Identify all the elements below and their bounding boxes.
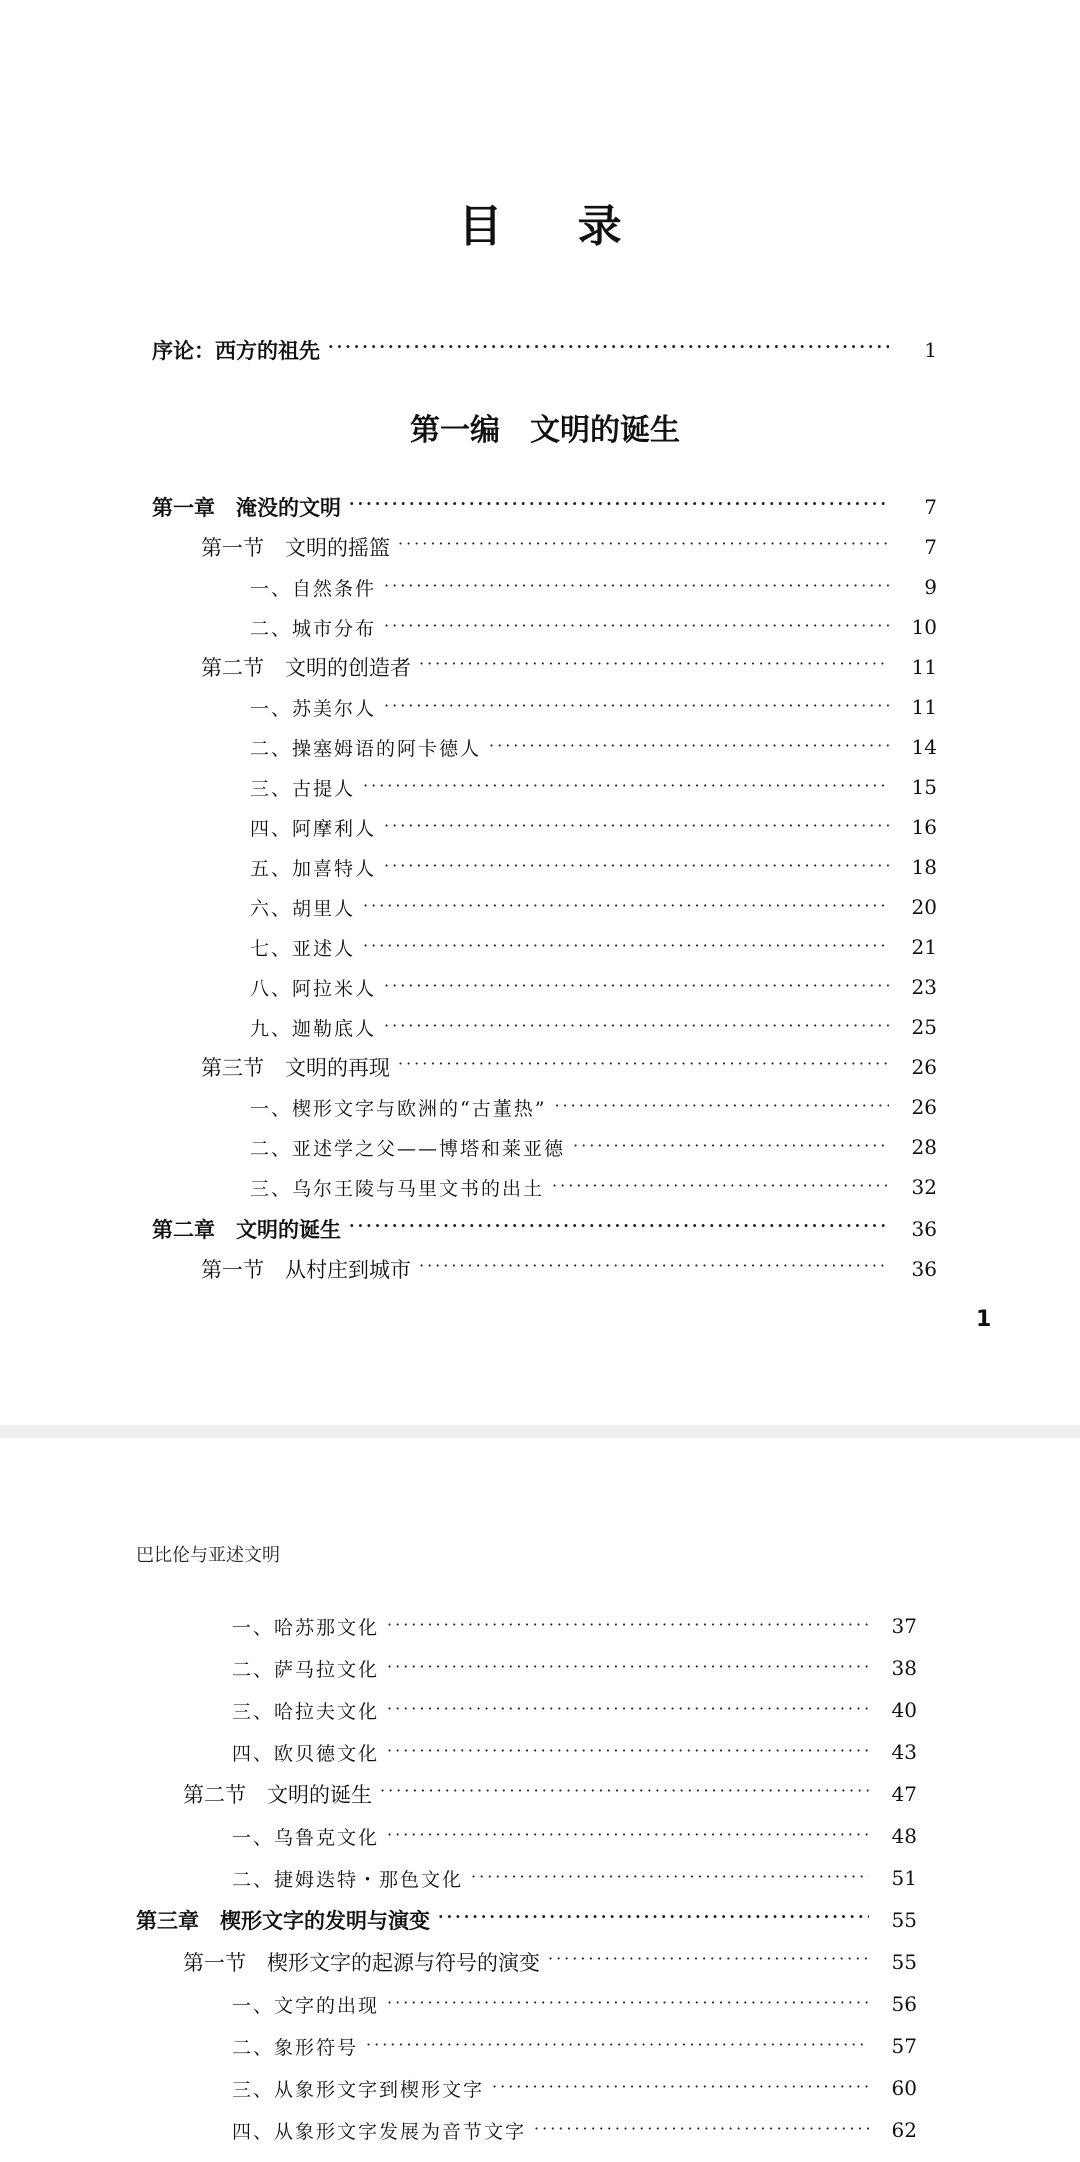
entry-label: 第一节 楔形文字的起源与符号的演变 bbox=[183, 1951, 540, 1975]
entry-label: 第三节 文明的再现 bbox=[201, 1056, 390, 1080]
entry-label: 三、哈拉夫文化 bbox=[232, 1700, 380, 1723]
toc-entry-item bbox=[250, 687, 937, 727]
entry-page-number: 9 bbox=[924, 575, 937, 599]
entry-label: 第二节 文明的创造者 bbox=[201, 656, 411, 680]
dot-leader bbox=[554, 1096, 889, 1119]
dot-leader bbox=[489, 736, 889, 759]
running-head: 巴比伦与亚述文明 bbox=[136, 1545, 280, 1566]
entry-label: 四、阿摩利人 bbox=[250, 817, 377, 840]
entry-page-number: 11 bbox=[911, 695, 937, 719]
entry-page-number: 43 bbox=[891, 1740, 917, 1764]
toc-entry-item bbox=[250, 927, 937, 967]
entry-label: 序论：西方的祖先 bbox=[152, 338, 320, 363]
entry-page-number: 55 bbox=[891, 1950, 917, 1974]
dot-leader bbox=[363, 776, 889, 799]
dot-leader bbox=[384, 696, 889, 719]
entry-page-number: 32 bbox=[911, 1175, 937, 1199]
toc-entry-item bbox=[250, 727, 937, 767]
dot-leader bbox=[387, 1993, 869, 2016]
dot-leader bbox=[573, 1136, 889, 1159]
toc-entry-sec bbox=[183, 1942, 917, 1982]
entry-label: 五、加喜特人 bbox=[250, 857, 377, 880]
toc-entry-item bbox=[250, 1167, 937, 1207]
entry-label: 第一章 淹没的文明 bbox=[152, 495, 341, 520]
entry-label: 二、操塞姆语的阿卡德人 bbox=[250, 737, 482, 760]
dot-leader bbox=[419, 1256, 889, 1281]
entry-page-number: 25 bbox=[911, 1015, 937, 1039]
dot-leader bbox=[471, 1867, 869, 1890]
entry-label: 四、欧贝德文化 bbox=[232, 1742, 380, 1765]
entry-page-number: 60 bbox=[891, 2076, 917, 2100]
toc-entry-item bbox=[250, 847, 937, 887]
toc-entry-sec bbox=[201, 647, 937, 687]
toc-entry-item bbox=[232, 1690, 917, 1730]
entry-label: 一、苏美尔人 bbox=[250, 697, 377, 720]
dot-leader bbox=[380, 1781, 869, 1806]
entry-label: 第三章 楔形文字的发明与演变 bbox=[136, 1908, 430, 1933]
toc-entry-sec bbox=[183, 1774, 917, 1814]
toc-entry-item bbox=[250, 567, 937, 607]
dot-leader bbox=[387, 1657, 869, 1680]
entry-page-number: 48 bbox=[891, 1824, 917, 1848]
toc-entry-sec bbox=[201, 1047, 937, 1087]
toc-entry-item bbox=[232, 1606, 917, 1646]
entry-page-number: 36 bbox=[911, 1217, 937, 1241]
entry-page-number: 7 bbox=[924, 495, 937, 519]
entry-page-number: 38 bbox=[891, 1656, 917, 1680]
entry-page-number: 20 bbox=[911, 895, 937, 919]
entry-page-number: 51 bbox=[891, 1866, 917, 1890]
toc-entry-front bbox=[152, 330, 937, 370]
dot-leader bbox=[387, 1615, 869, 1638]
entry-page-number: 18 bbox=[911, 855, 937, 879]
entry-label: 第一节 文明的摇篮 bbox=[201, 536, 390, 560]
entry-label: 一、乌鲁克文化 bbox=[232, 1826, 380, 1849]
dot-leader bbox=[419, 654, 889, 679]
entry-label: 二、象形符号 bbox=[232, 2036, 359, 2059]
toc-entry-item bbox=[232, 1858, 917, 1898]
entry-page-number: 10 bbox=[911, 615, 937, 639]
dot-leader bbox=[398, 1054, 889, 1079]
entry-label: 四、从象形文字发展为音节文字 bbox=[232, 2120, 527, 2143]
toc-entry-item bbox=[232, 1732, 917, 1772]
entry-label: 二、捷姆迭特・那色文化 bbox=[232, 1868, 464, 1891]
toc-entry-item bbox=[250, 767, 937, 807]
dot-leader bbox=[384, 816, 889, 839]
entry-page-number: 16 bbox=[911, 815, 937, 839]
entry-page-number: 57 bbox=[891, 2034, 917, 2058]
entry-page-number: 26 bbox=[911, 1055, 937, 1079]
toc-entry-sec bbox=[201, 1249, 937, 1289]
dot-leader bbox=[363, 936, 889, 959]
page-title: 目 录 bbox=[458, 201, 652, 252]
toc-entry-item bbox=[250, 607, 937, 647]
entry-page-number: 56 bbox=[891, 1992, 917, 2016]
toc-entry-item bbox=[232, 2026, 917, 2066]
entry-page-number: 21 bbox=[911, 935, 937, 959]
entry-label: 六、胡里人 bbox=[250, 897, 356, 920]
dot-leader bbox=[384, 1016, 889, 1039]
dot-leader bbox=[398, 534, 889, 559]
entry-label: 二、城市分布 bbox=[250, 617, 377, 640]
entry-page-number: 37 bbox=[891, 1614, 917, 1638]
entry-label: 九、迦勒底人 bbox=[250, 1017, 377, 1040]
dot-leader bbox=[534, 2119, 869, 2142]
entry-page-number: 28 bbox=[911, 1135, 937, 1159]
entry-page-number: 11 bbox=[911, 655, 937, 679]
dot-leader bbox=[387, 1699, 869, 1722]
dot-leader bbox=[384, 976, 889, 999]
dot-leader bbox=[363, 896, 889, 919]
entry-page-number: 7 bbox=[924, 535, 937, 559]
toc-entry-item bbox=[232, 1648, 917, 1688]
toc-entry-ch bbox=[136, 1900, 917, 1940]
toc-page-2 bbox=[0, 1438, 1080, 2162]
entry-label: 三、从象形文字到楔形文字 bbox=[232, 2078, 485, 2101]
toc-entry-item bbox=[232, 1984, 917, 2024]
entry-label: 一、自然条件 bbox=[250, 577, 377, 600]
toc-entry-ch bbox=[152, 487, 937, 527]
dot-leader bbox=[328, 337, 889, 362]
toc-entry-item bbox=[250, 1007, 937, 1047]
entry-page-number: 55 bbox=[891, 1908, 917, 1932]
dot-leader bbox=[366, 2035, 869, 2058]
entry-label: 二、萨马拉文化 bbox=[232, 1658, 380, 1681]
entry-label: 一、哈苏那文化 bbox=[232, 1616, 380, 1639]
dot-leader bbox=[438, 1907, 869, 1932]
entry-page-number: 26 bbox=[911, 1095, 937, 1119]
dot-leader bbox=[552, 1176, 889, 1199]
toc-entry-item bbox=[250, 967, 937, 1007]
toc-entry-item bbox=[232, 2068, 917, 2108]
toc-entry-item bbox=[250, 887, 937, 927]
toc-entry-item bbox=[250, 1127, 937, 1167]
entry-page-number: 1 bbox=[924, 338, 937, 362]
entry-page-number: 40 bbox=[891, 1698, 917, 1722]
entry-page-number: 36 bbox=[911, 1257, 937, 1281]
entry-label: 第一节 从村庄到城市 bbox=[201, 1258, 411, 1282]
dot-leader bbox=[548, 1949, 869, 1974]
dot-leader bbox=[387, 1825, 869, 1848]
toc-entry-item bbox=[232, 1816, 917, 1856]
toc-entry-item bbox=[250, 807, 937, 847]
toc-entry-item bbox=[250, 1087, 937, 1127]
dot-leader bbox=[384, 856, 889, 879]
part-heading: 第一编 文明的诞生 bbox=[410, 413, 680, 448]
entry-page-number: 14 bbox=[911, 735, 937, 759]
entry-label: 三、乌尔王陵与马里文书的出土 bbox=[250, 1177, 545, 1200]
dot-leader bbox=[384, 616, 889, 639]
page-number: 1 bbox=[976, 1307, 992, 1332]
dot-leader bbox=[387, 1741, 869, 1764]
entry-page-number: 62 bbox=[891, 2118, 917, 2142]
entry-label: 二、亚述学之父——博塔和莱亚德 bbox=[250, 1137, 566, 1160]
toc-entry-sec bbox=[201, 527, 937, 567]
entry-page-number: 23 bbox=[911, 975, 937, 999]
dot-leader bbox=[492, 2077, 869, 2100]
entry-page-number: 47 bbox=[891, 1782, 917, 1806]
toc-entry-item bbox=[232, 2110, 917, 2150]
entry-label: 一、文字的出现 bbox=[232, 1994, 380, 2017]
dot-leader bbox=[349, 1216, 889, 1241]
entry-label: 第二章 文明的诞生 bbox=[152, 1217, 341, 1242]
entry-page-number: 15 bbox=[911, 775, 937, 799]
entry-label: 七、亚述人 bbox=[250, 937, 356, 960]
dot-leader bbox=[349, 494, 889, 519]
entry-label: 第二节 文明的诞生 bbox=[183, 1783, 372, 1807]
entry-label: 一、楔形文字与欧洲的“古董热” bbox=[250, 1097, 547, 1120]
entry-label: 八、阿拉米人 bbox=[250, 977, 377, 1000]
dot-leader bbox=[384, 576, 889, 599]
toc-entry-ch bbox=[152, 1209, 937, 1249]
entry-label: 三、古提人 bbox=[250, 777, 356, 800]
